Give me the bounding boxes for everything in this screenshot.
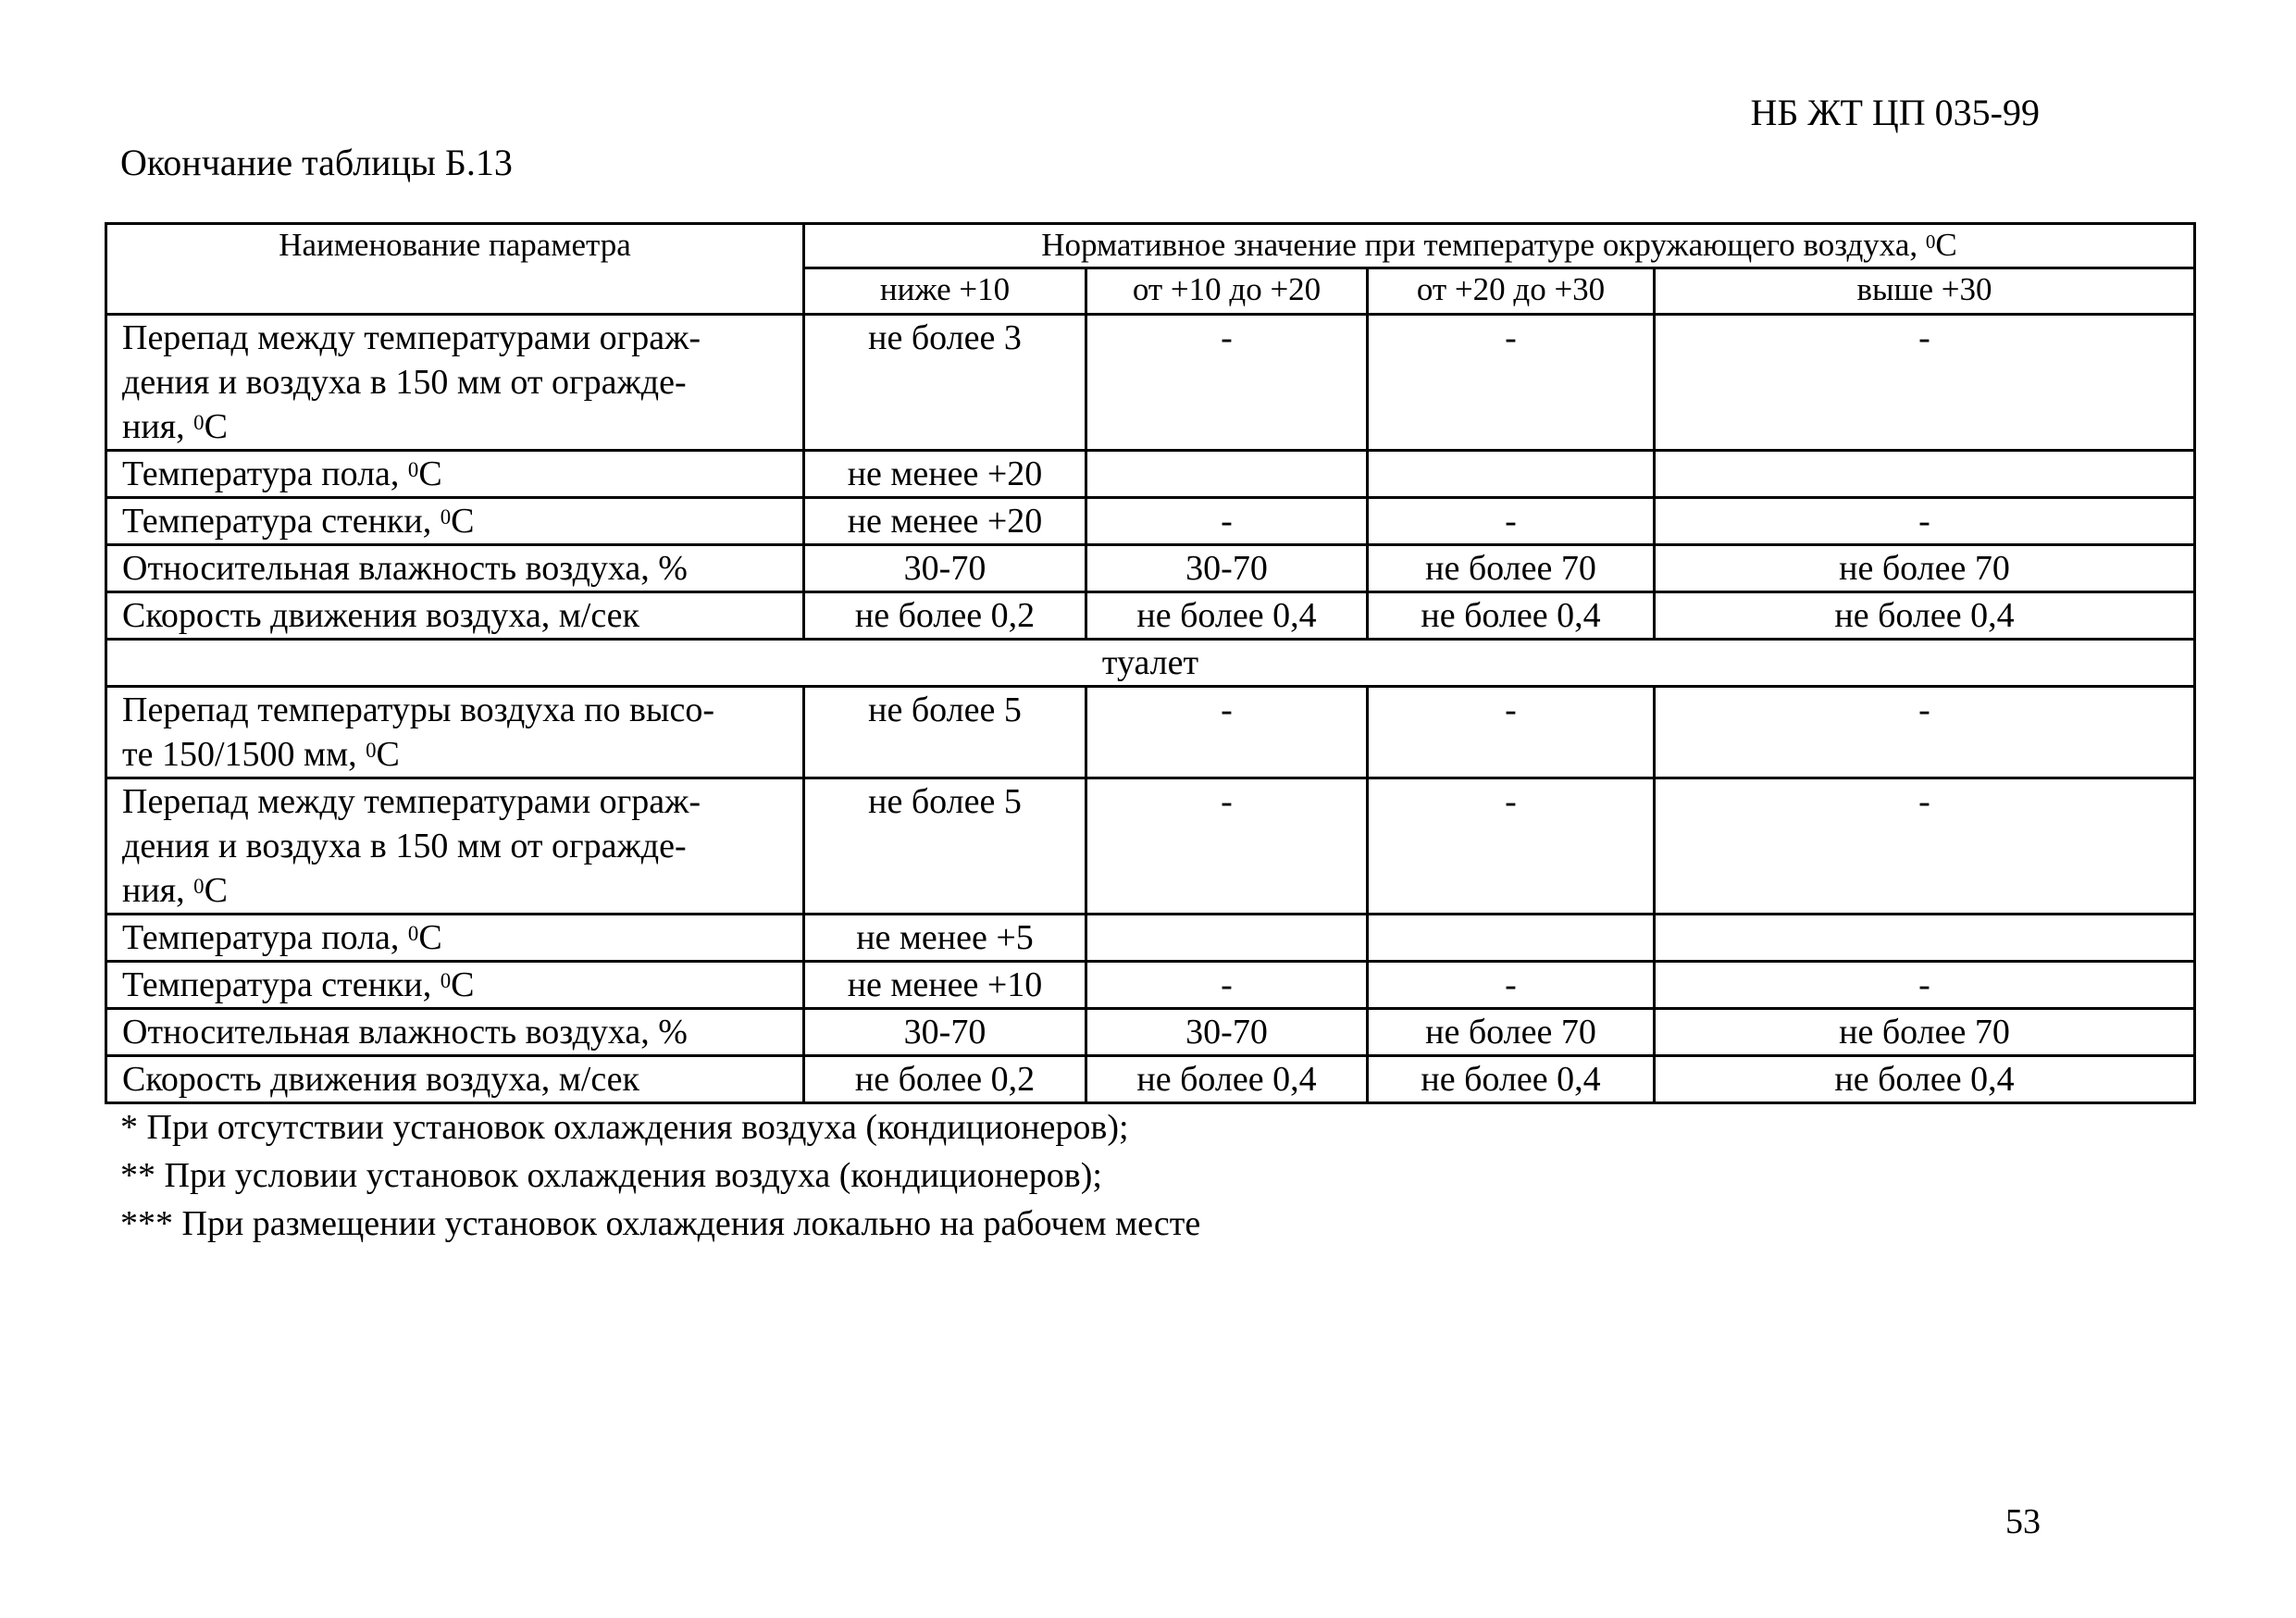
degree-superscript: 0 xyxy=(407,458,419,481)
value-cell: - xyxy=(1368,498,1655,545)
value-cell: - xyxy=(1655,962,2195,1009)
value-cell: не более 0,4 xyxy=(1086,592,1368,640)
parameter-name-cell xyxy=(106,1009,804,1056)
footnotes xyxy=(120,1103,1200,1248)
degree-superscript: 0 xyxy=(193,411,205,434)
degree-superscript: 0 xyxy=(440,505,452,529)
table-row xyxy=(106,778,2195,915)
parameter-name-line: Относительная влажность воздуха, % xyxy=(122,549,688,588)
footnote: * При отсутствии установок охлаждения воздуха (кондиционеров); xyxy=(120,1108,1129,1147)
parameter-name-cell xyxy=(106,592,804,640)
unit-label: С xyxy=(204,871,228,910)
document-code: НБ ЖТ ЦП 035-99 xyxy=(1750,92,2040,133)
parameter-name-line: Перепад между температурами ограж- xyxy=(122,782,701,821)
parameter-name-line: Перепад между температурами ограж- xyxy=(122,318,701,357)
table-row xyxy=(106,451,2195,498)
value-cell: - xyxy=(1655,315,2195,451)
parameter-name-cell xyxy=(106,545,804,592)
parameter-name-line: Перепад температуры воздуха по высо- xyxy=(122,691,714,729)
value-cell: - xyxy=(1368,315,1655,451)
value-cell xyxy=(1655,451,2195,498)
value-cell: - xyxy=(1086,962,1368,1009)
header-unit: С xyxy=(1935,227,1957,263)
value-cell: не более 0,2 xyxy=(804,592,1086,640)
parameter-name-cell xyxy=(106,962,804,1009)
section-title: туалет xyxy=(106,640,2195,687)
value-cell: не более 5 xyxy=(804,778,1086,915)
parameter-name-line: ния, xyxy=(122,871,185,910)
value-cell: не более 5 xyxy=(804,687,1086,778)
value-cell: не более 0,4 xyxy=(1368,592,1655,640)
unit-label: С xyxy=(376,735,400,774)
degree-superscript: 0 xyxy=(1925,230,1936,253)
value-cell: 30-70 xyxy=(804,1009,1086,1056)
value-cell: не более 0,4 xyxy=(1086,1056,1368,1103)
unit-label: С xyxy=(204,407,228,446)
value-cell: - xyxy=(1655,498,2195,545)
value-cell: 30-70 xyxy=(804,545,1086,592)
parameter-name-line: Температура пола, xyxy=(122,918,400,957)
footnote: *** При размещении установок охлаждения локально на рабочем месте xyxy=(120,1204,1201,1243)
parameter-name-line: дения и воздуха в 150 мм от огражде- xyxy=(122,363,687,402)
table-row xyxy=(106,687,2195,778)
value-cell: не менее +5 xyxy=(804,915,1086,962)
header-parameter-name xyxy=(106,224,804,315)
value-cell: не менее +20 xyxy=(804,451,1086,498)
value-cell: 30-70 xyxy=(1086,1009,1368,1056)
table-row xyxy=(106,962,2195,1009)
parameter-name-line: ния, xyxy=(122,407,185,446)
table-row xyxy=(106,498,2195,545)
parameter-name-line: Температура пола, xyxy=(122,454,400,493)
value-cell xyxy=(1368,915,1655,962)
parameter-name-cell xyxy=(106,1056,804,1103)
footnote: ** При условии установок охлаждения воздуха (кондиционеров); xyxy=(120,1156,1102,1195)
value-cell xyxy=(1086,915,1368,962)
subheader-10-to-20: от +10 до +20 xyxy=(1086,268,1368,315)
table-caption: Окончание таблицы Б.13 xyxy=(120,142,513,183)
value-cell: - xyxy=(1086,687,1368,778)
value-cell: не менее +20 xyxy=(804,498,1086,545)
unit-label: С xyxy=(451,502,475,541)
table-row xyxy=(106,915,2195,962)
degree-superscript: 0 xyxy=(440,969,452,992)
unit-label: С xyxy=(451,965,475,1004)
value-cell: не более 70 xyxy=(1368,1009,1655,1056)
parameter-name-line: Температура стенки, xyxy=(122,502,432,541)
header-parameter-label: Наименование параметра xyxy=(279,227,631,263)
parameters-table xyxy=(105,222,2196,1104)
parameter-name-cell xyxy=(106,498,804,545)
degree-superscript: 0 xyxy=(366,739,377,762)
page-number: 53 xyxy=(2005,1502,2041,1541)
value-cell: - xyxy=(1086,498,1368,545)
value-cell: не более 3 xyxy=(804,315,1086,451)
value-cell: - xyxy=(1655,687,2195,778)
table-row xyxy=(106,1009,2195,1056)
value-cell xyxy=(1655,915,2195,962)
value-cell: не более 0,4 xyxy=(1655,1056,2195,1103)
parameter-name-cell xyxy=(106,451,804,498)
header-normative-label: Нормативное значение при температуре окружающего воздуха, xyxy=(1041,227,1918,263)
parameter-name-cell xyxy=(106,687,804,778)
parameter-name-line: дения и воздуха в 150 мм от огражде- xyxy=(122,827,687,865)
parameter-name-line: те 150/1500 мм, xyxy=(122,735,357,774)
value-cell: - xyxy=(1086,315,1368,451)
table-row xyxy=(106,315,2195,451)
value-cell: - xyxy=(1368,687,1655,778)
value-cell: 30-70 xyxy=(1086,545,1368,592)
unit-label: С xyxy=(418,454,442,493)
value-cell: не более 0,4 xyxy=(1368,1056,1655,1103)
value-cell: не более 0,2 xyxy=(804,1056,1086,1103)
value-cell: не менее +10 xyxy=(804,962,1086,1009)
header-normative-value xyxy=(804,224,2195,268)
value-cell: - xyxy=(1655,778,2195,915)
value-cell xyxy=(1086,451,1368,498)
parameter-name-line: Относительная влажность воздуха, % xyxy=(122,1013,688,1052)
subheader-above-30: выше +30 xyxy=(1655,268,2195,315)
value-cell xyxy=(1368,451,1655,498)
value-cell: - xyxy=(1368,962,1655,1009)
parameter-name-line: Температура стенки, xyxy=(122,965,432,1004)
table-row xyxy=(106,1056,2195,1103)
parameter-name-line: Скорость движения воздуха, м/сек xyxy=(122,1060,639,1099)
value-cell: - xyxy=(1368,778,1655,915)
table-row xyxy=(106,592,2195,640)
value-cell: не более 70 xyxy=(1368,545,1655,592)
degree-superscript: 0 xyxy=(193,875,205,898)
value-cell: не более 70 xyxy=(1655,1009,2195,1056)
table-header-row xyxy=(106,224,2195,268)
unit-label: С xyxy=(418,918,442,957)
section-row xyxy=(106,640,2195,687)
degree-superscript: 0 xyxy=(407,922,419,945)
value-cell: не более 70 xyxy=(1655,545,2195,592)
value-cell: не более 0,4 xyxy=(1655,592,2195,640)
parameter-name-line: Скорость движения воздуха, м/сек xyxy=(122,596,639,635)
table-row xyxy=(106,545,2195,592)
parameter-name-cell xyxy=(106,778,804,915)
subheader-below-10: ниже +10 xyxy=(804,268,1086,315)
parameter-name-cell xyxy=(106,915,804,962)
parameter-name-cell xyxy=(106,315,804,451)
subheader-20-to-30: от +20 до +30 xyxy=(1368,268,1655,315)
value-cell: - xyxy=(1086,778,1368,915)
